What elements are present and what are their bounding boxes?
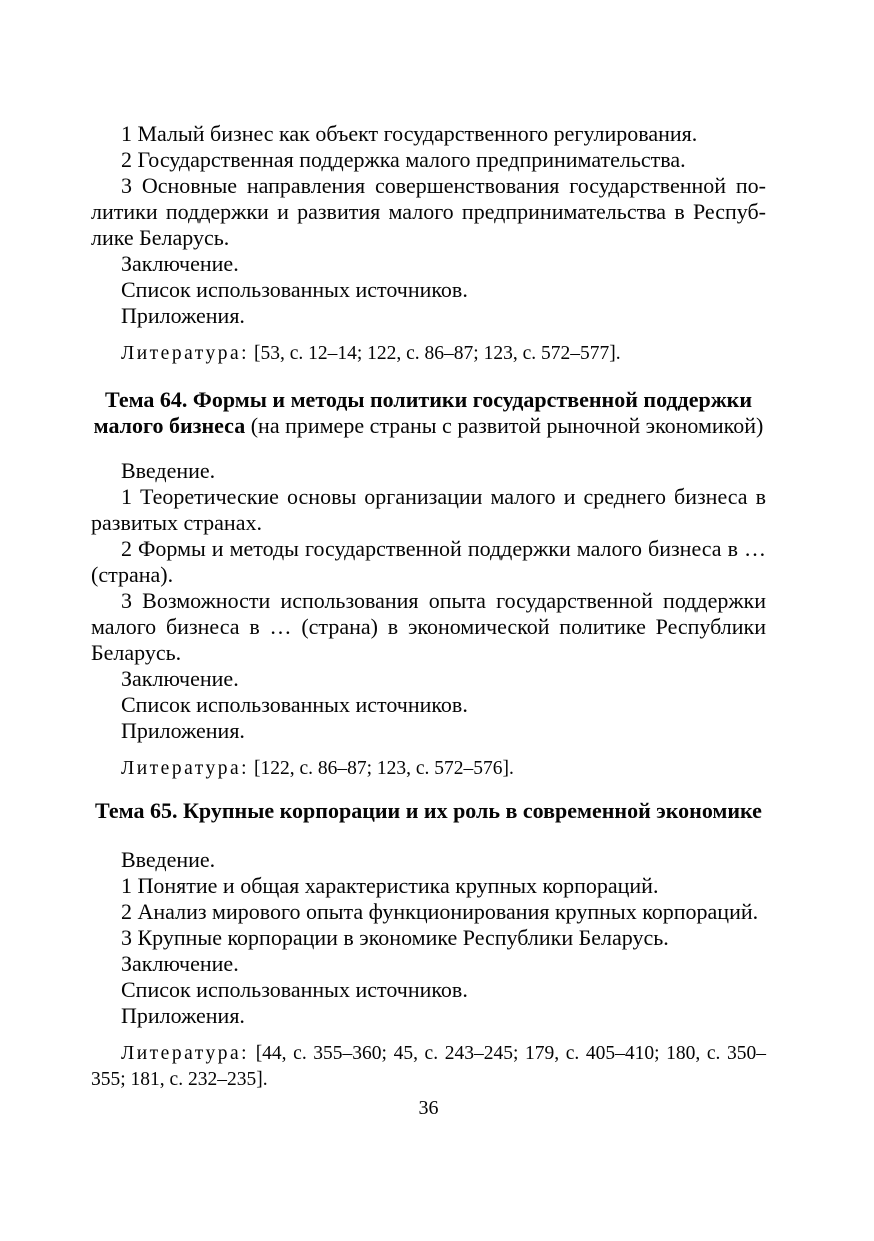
- literature-references: [122, с. 86–87; 123, с. 572–576].: [253, 758, 514, 779]
- topic-64-title-subtitle: (на примере страны с развитой рыночной экономикой): [245, 413, 764, 438]
- outline-item: 2 Формы и методы государственной поддержки малого бизнеса в … (страна).: [91, 536, 766, 587]
- topic-64-title-bold: Тема 64. Формы и методы политики государственной поддержки малого бизнеса: [93, 387, 752, 438]
- literature-label: Литература:: [121, 758, 250, 779]
- page-number: 36: [418, 1097, 439, 1119]
- outline-item: Приложения.: [121, 1003, 245, 1028]
- outline-item: Введение.: [121, 458, 216, 483]
- outline-item: Список использованных источников.: [121, 977, 468, 1002]
- outline-item: 1 Понятие и общая характеристика крупных корпораций.: [121, 873, 659, 898]
- literature-label: Литература:: [121, 343, 250, 364]
- outline-item: 1 Теоретические основы организации малого и среднего бизнеса в развитых странах.: [91, 484, 766, 535]
- topic-65-title-bold: Тема 65. Крупные корпорации и их роль в современной экономике: [95, 798, 762, 823]
- topic-64-section: [91, 387, 766, 782]
- outline-item: Приложения.: [121, 303, 245, 328]
- literature-references: [53, с. 12–14; 122, с. 86–87; 123, с. 572–577].: [253, 343, 621, 364]
- literature-references: [44, с. 355–360; 45, с. 243–245; 179, с. 405–410; 180, с. 350–355; 181, с. 232–235].: [91, 1043, 766, 1090]
- topic-65-title: [91, 798, 766, 824]
- outline-item: Приложения.: [121, 718, 245, 743]
- literature-note: [91, 756, 766, 782]
- topic-64-title: [91, 387, 766, 439]
- outline-item: 3 Возможности использования опыта государственной поддержки малого бизнеса в … (страна) в экономической политике Республики Беларусь.: [91, 588, 766, 665]
- outline-item: 2 Анализ мирового опыта функционирования крупных корпораций.: [121, 899, 759, 924]
- outline-item: 1 Малый бизнес как объект государственного регулирования.: [121, 121, 698, 146]
- outline-item: Заключение.: [121, 951, 239, 976]
- page-content: [91, 121, 766, 1093]
- outline-item: 3 Основные направления совершенствования государственной политики поддержки и развития малого предпринимательства в Республике Беларусь.: [91, 173, 766, 250]
- outline-item: Список использованных источников.: [121, 692, 468, 717]
- outline-item: Список использованных источников.: [121, 277, 468, 302]
- topic-63-section: [91, 121, 766, 367]
- outline-item: Заключение.: [121, 251, 239, 276]
- literature-label: Литература:: [121, 1043, 250, 1064]
- topic-65-section: [91, 798, 766, 1093]
- outline-item: Введение.: [121, 847, 216, 872]
- outline-item: Заключение.: [121, 666, 239, 691]
- literature-note: [91, 341, 766, 367]
- outline-item: 2 Государственная поддержка малого предпринимательства.: [121, 147, 686, 172]
- outline-item: 3 Крупные корпорации в экономике Республики Беларусь.: [121, 925, 669, 950]
- literature-note: [91, 1041, 766, 1093]
